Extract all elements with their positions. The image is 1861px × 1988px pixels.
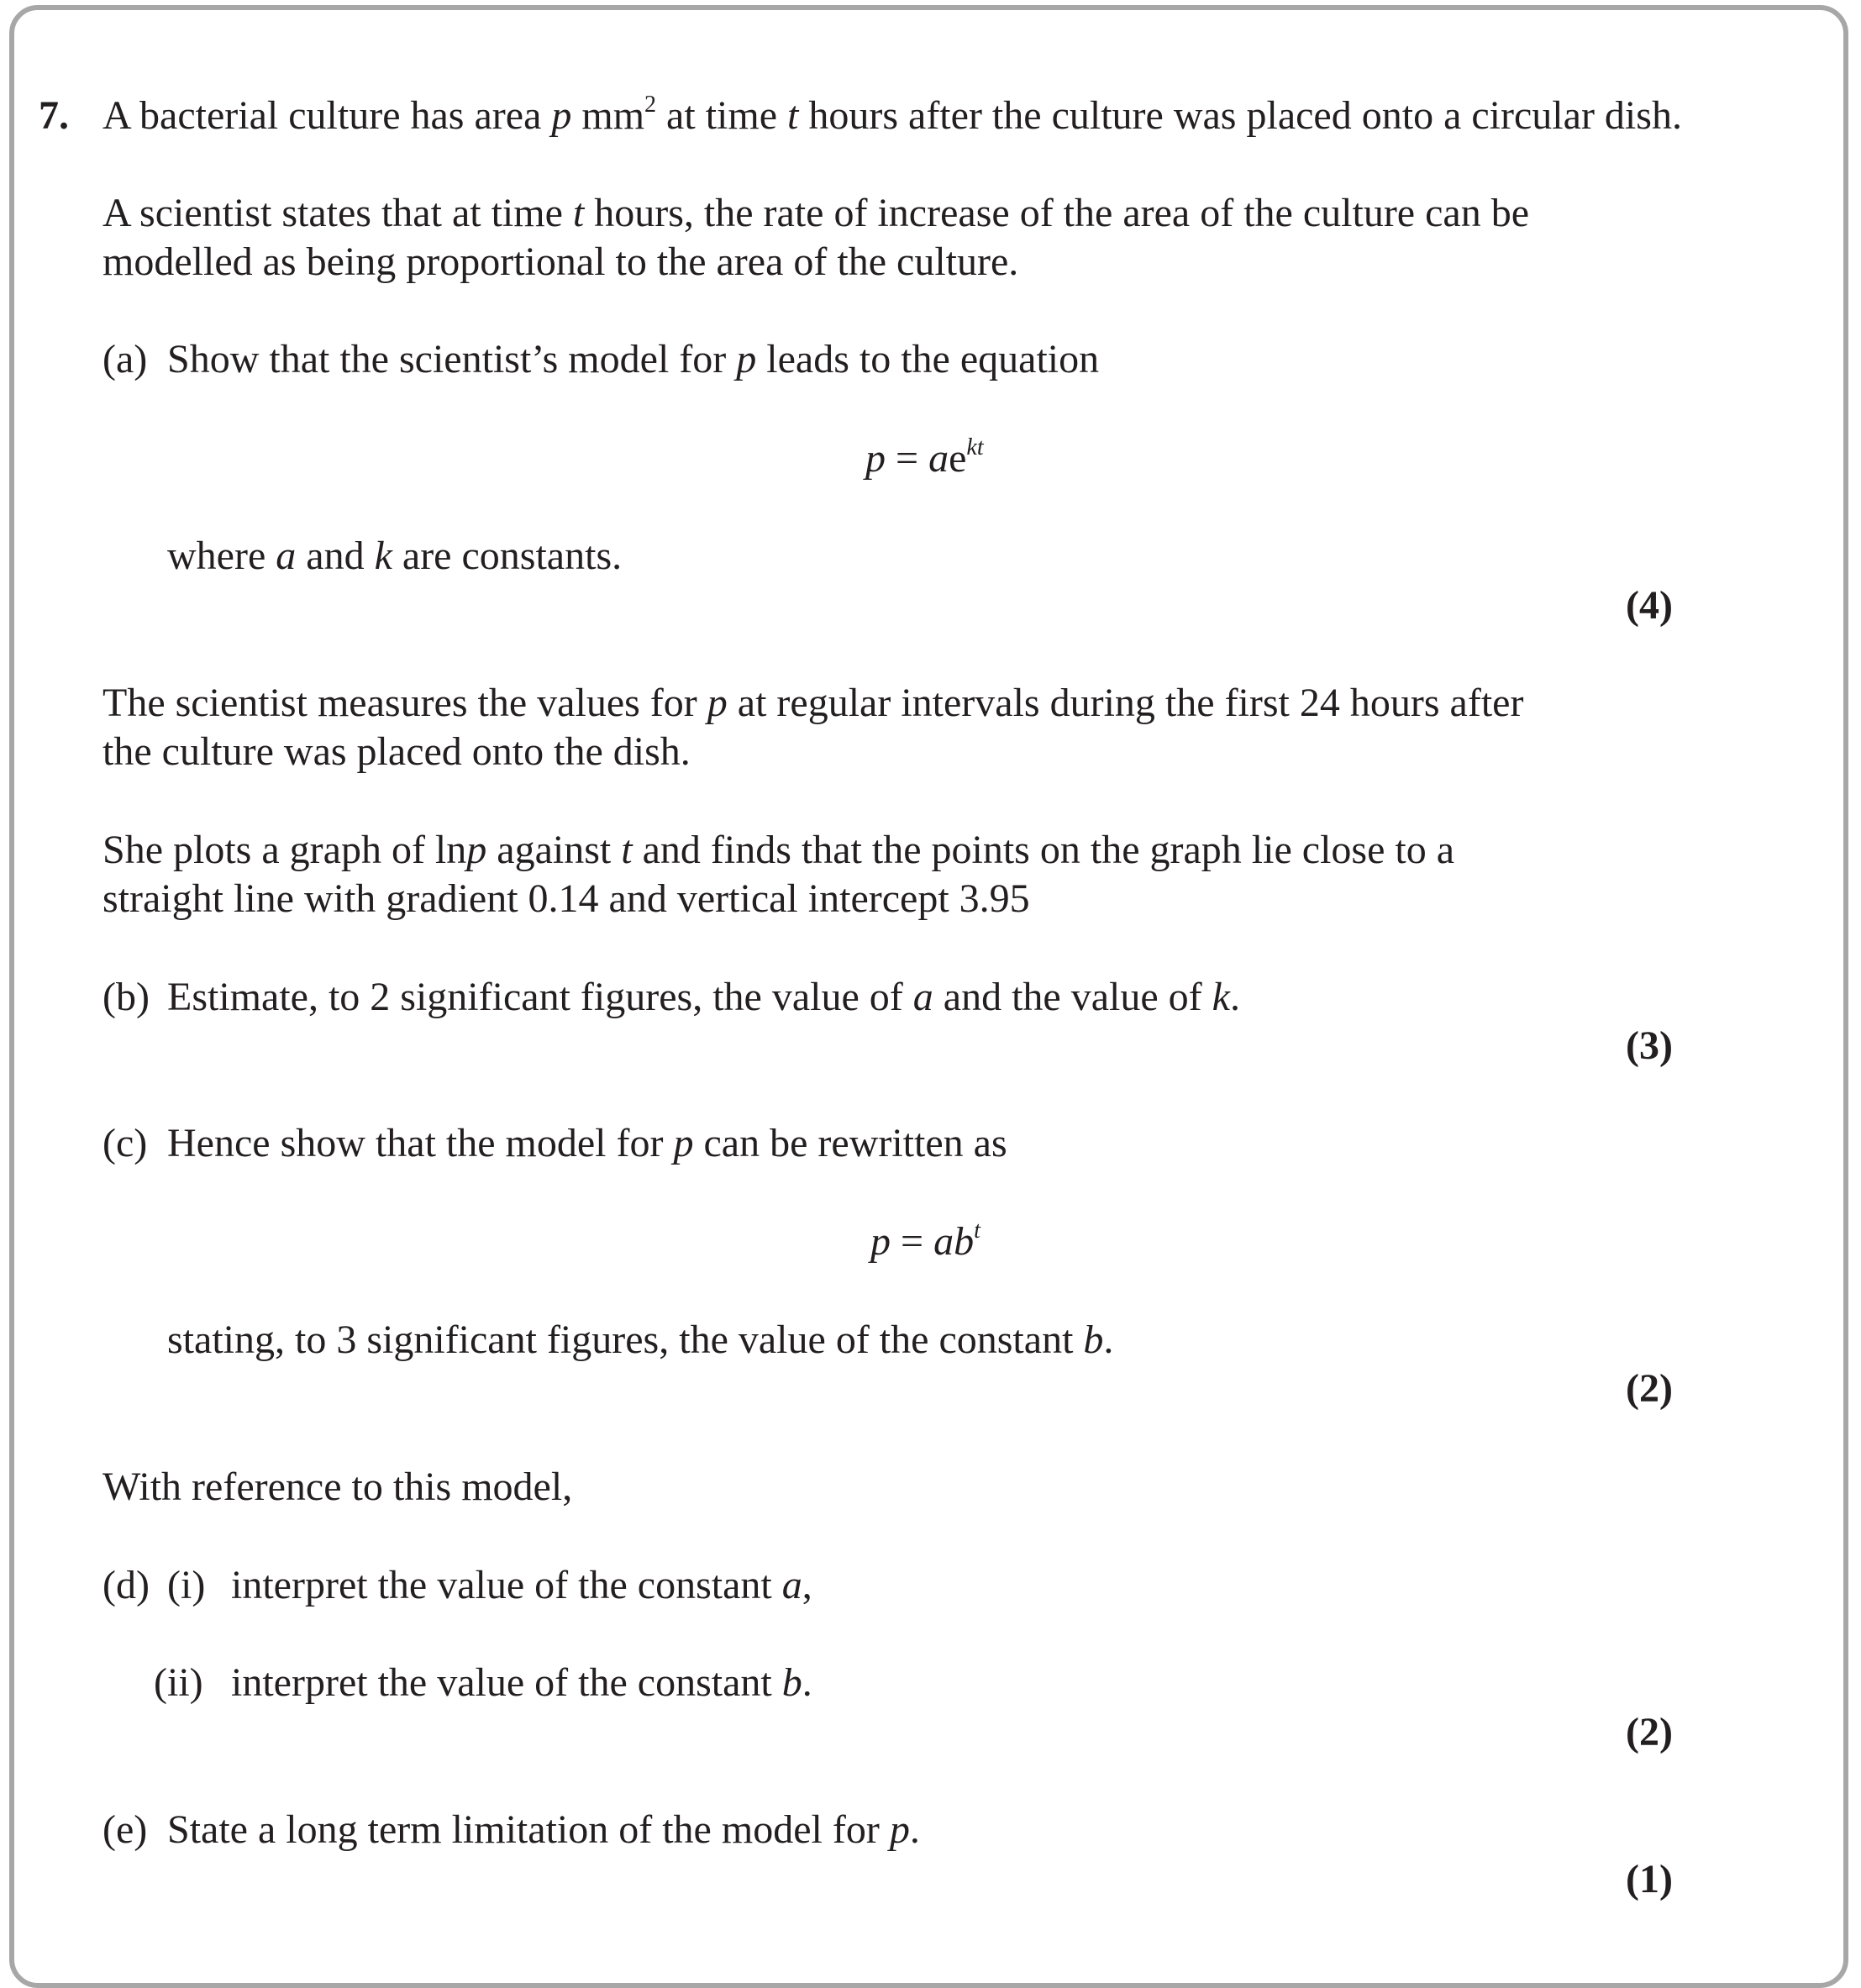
part-c-stating: stating, to 3 significant figures, the value of the constant b.	[167, 1317, 1114, 1362]
part-a-text: Show that the scientist’s model for p leads to the equation	[167, 337, 1100, 381]
part-e-text: State a long term limitation of the model for p.	[167, 1807, 920, 1852]
data-line-2: the culture was placed onto the dish.	[103, 729, 691, 774]
intro-text: A bacterial culture has area p $mm^2$ at time t hours after the culture was placed onto a circular dish.	[103, 92, 1682, 138]
reference-text: With reference to this model,	[103, 1465, 573, 1509]
part-d-i-text: interpret the value of the constant a,	[231, 1563, 812, 1607]
part-d-ii-text: interpret the value of the constant b.	[231, 1660, 812, 1705]
part-e-marks: (1)	[1626, 1857, 1673, 1901]
part-c-marks: (2)	[1626, 1366, 1673, 1411]
part-e-label: (e)	[103, 1807, 148, 1852]
part-c-text: Hence show that the model for p can be rewritten as	[167, 1121, 1007, 1165]
data-line-3: She plots a graph of lnp against t and finds that the points on the graph lie close to a	[103, 828, 1455, 872]
part-a-label: (a)	[103, 337, 148, 381]
part-d-label: (d)	[103, 1563, 150, 1607]
part-a-where: where a and k are constants.	[167, 534, 623, 578]
data-line-1: The scientist measures the values for p at regular intervals during the first 24 hours after	[103, 681, 1524, 725]
equation-p-abt: $p = ab^t$	[870, 1218, 980, 1264]
statement-line-1: A scientist states that at time t hours, the rate of increase of the area of the culture can be	[103, 191, 1530, 235]
part-d-marks: (2)	[1626, 1710, 1673, 1754]
part-d-i-label: (i)	[167, 1563, 206, 1607]
question-number: 7.	[39, 93, 69, 138]
equation-p-aekt: $p = ae^{kt}$	[865, 434, 984, 481]
data-line-4: straight line with gradient 0.14 and vertical intercept 3.95	[103, 876, 1030, 921]
statement-line-2: modelled as being proportional to the area of the culture.	[103, 239, 1019, 284]
part-d-ii-label: (ii)	[154, 1660, 203, 1705]
part-b-label: (b)	[103, 975, 150, 1019]
part-c-label: (c)	[103, 1121, 148, 1165]
part-b-marks: (3)	[1626, 1023, 1673, 1068]
part-a-marks: (4)	[1626, 583, 1673, 628]
part-b-text: Estimate, to 2 significant figures, the value of a and the value of k.	[167, 975, 1240, 1019]
